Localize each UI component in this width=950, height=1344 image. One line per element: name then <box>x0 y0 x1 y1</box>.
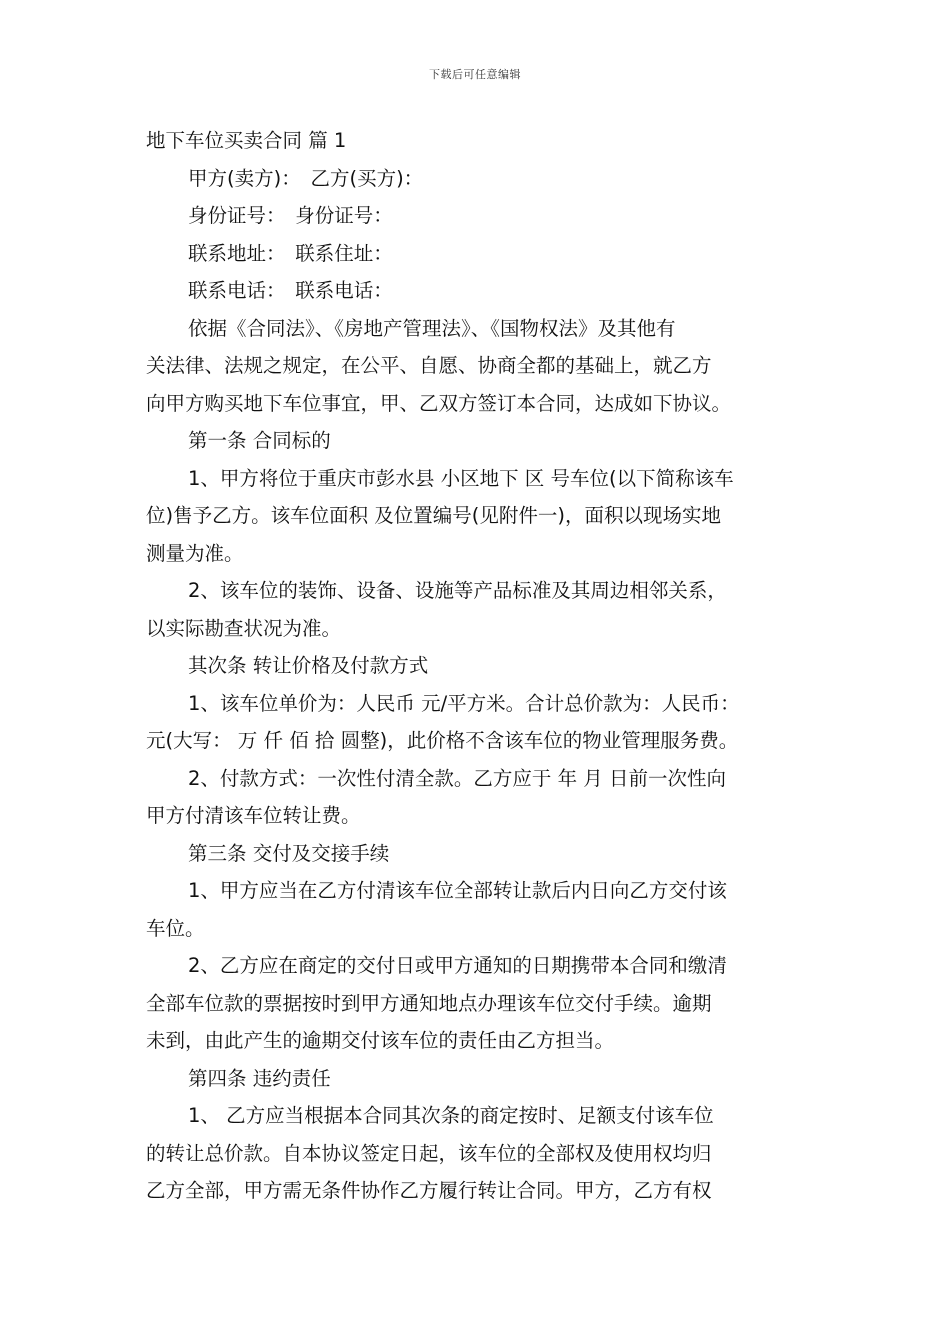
text-line: 车位。 <box>146 916 205 940</box>
page-header: 下载后可任意编辑 <box>429 68 521 81</box>
text-line: 关法律、法规之规定，在公平、自愿、协商全都的基础上，就乙方 <box>146 354 712 377</box>
text-line: 第四条 违约责任 <box>188 1066 331 1090</box>
text-line: 身份证号： 身份证号： <box>188 204 393 227</box>
text-line: 联系地址： 联系住址： <box>188 241 393 265</box>
text-line: 向甲方购买地下车位事宜，甲、乙双方签订本合同，达成如下协议。 <box>146 391 732 415</box>
text-line: 全部车位款的票据按时到甲方通知地点办理该车位交付手续。逾期 <box>146 991 712 1015</box>
text-line: 2、付款方式：一次性付清全款。乙方应于 年 月 日前一次性向 <box>188 766 727 790</box>
text-line: 1、甲方应当在乙方付清该车位全部转让款后内日向乙方交付该 <box>188 879 727 902</box>
text-line: 1、甲方将位于重庆市彭水县 小区地下 区 号车位(以下简称该车 <box>188 466 734 490</box>
text-line: 甲方(卖方)： 乙方(买方)： <box>188 166 424 190</box>
text-line: 2、该车位的装饰、设备、设施等产品标准及其周边相邻关系， <box>188 579 727 602</box>
text-line: 甲方付清该车位转让费。 <box>146 804 361 827</box>
text-line: 测量为准。 <box>146 541 244 565</box>
text-line: 位)售予乙方。该车位面积 及位置编号(见附件一)，面积以现场实地 <box>146 504 722 527</box>
document-body <box>146 122 810 1210</box>
text-line: 的转让总价款。自本协议签定日起，该车位的全部权及使用权均归 <box>146 1141 712 1165</box>
text-line: 1、该车位单价为：人民币 元/平方米。合计总价款为：人民币： <box>188 691 740 715</box>
text-line: 第一条 合同标的 <box>188 429 331 452</box>
text-line: 第三条 交付及交接手续 <box>188 841 390 865</box>
text-line: 元(大写： 万 仟 佰 拾 圆整)，此价格不含该车位的物业管理服务费。 <box>146 729 739 752</box>
text-line: 未到，由此产生的逾期交付该车位的责任由乙方担当。 <box>146 1029 615 1052</box>
text-line: 2、乙方应在商定的交付日或甲方通知的日期携带本合同和缴清 <box>188 954 727 977</box>
text-line: 乙方全部，甲方需无条件协作乙方履行转让合同。甲方，乙方有权 <box>146 1179 712 1202</box>
text-line: 依据《合同法》、《房地产管理法》、《国物权法》及其他有 <box>188 316 676 340</box>
text-line: 以实际勘查状况为准。 <box>146 616 342 640</box>
text-line: 联系电话： 联系电话： <box>188 279 393 302</box>
text-line: 1、 乙方应当根据本合同其次条的商定按时、足额支付该车位 <box>188 1104 714 1127</box>
text-line: 其次条 转让价格及付款方式 <box>188 654 429 677</box>
document-title: 地下车位买卖合同 篇 1 <box>146 129 347 152</box>
